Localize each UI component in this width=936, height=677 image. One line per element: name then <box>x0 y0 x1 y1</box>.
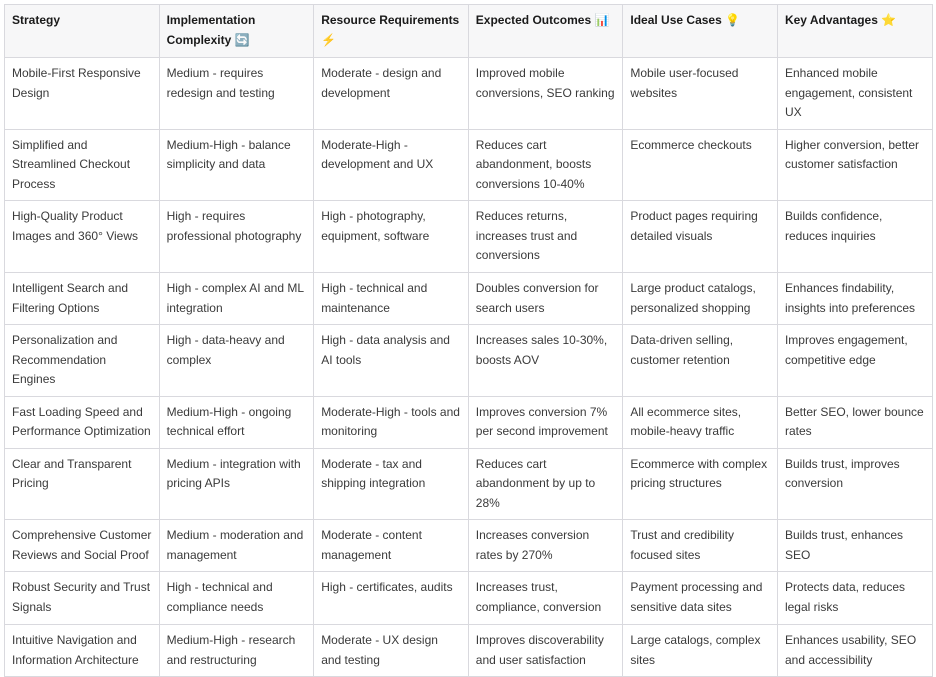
cell-strategy: High-Quality Product Images and 360° Views <box>5 201 160 273</box>
cell-implementation-complexity: Medium - integration with pricing APIs <box>159 448 314 520</box>
cell-expected-outcomes: Improves discoverability and user satisfaction <box>468 625 623 677</box>
cell-ideal-use-cases: Trust and credibility focused sites <box>623 520 778 572</box>
cell-resource-requirements: Moderate-High - development and UX <box>314 129 469 201</box>
cell-resource-requirements: Moderate - UX design and testing <box>314 625 469 677</box>
cell-resource-requirements: Moderate - design and development <box>314 58 469 130</box>
cell-implementation-complexity: High - data-heavy and complex <box>159 325 314 397</box>
cell-strategy: Personalization and Recommendation Engines <box>5 325 160 397</box>
cell-expected-outcomes: Increases conversion rates by 270% <box>468 520 623 572</box>
cell-implementation-complexity: High - requires professional photography <box>159 201 314 273</box>
cell-resource-requirements: High - technical and maintenance <box>314 273 469 325</box>
header-implementation-complexity: Implementation Complexity 🔄 <box>159 5 314 58</box>
cell-resource-requirements: Moderate - tax and shipping integration <box>314 448 469 520</box>
cell-ideal-use-cases: Large product catalogs, personalized shopping <box>623 273 778 325</box>
cell-ideal-use-cases: Data-driven selling, customer retention <box>623 325 778 397</box>
cell-strategy: Intelligent Search and Filtering Options <box>5 273 160 325</box>
table-row <box>5 520 933 572</box>
cell-implementation-complexity: High - technical and compliance needs <box>159 572 314 625</box>
cell-ideal-use-cases: Payment processing and sensitive data sites <box>623 572 778 625</box>
cell-expected-outcomes: Increases trust, compliance, conversion <box>468 572 623 625</box>
cell-key-advantages: Improves engagement, competitive edge <box>777 325 932 397</box>
table-row <box>5 625 933 677</box>
strategy-comparison-table <box>4 4 933 677</box>
table-row <box>5 325 933 397</box>
cell-key-advantages: Builds confidence, reduces inquiries <box>777 201 932 273</box>
cell-key-advantages: Better SEO, lower bounce rates <box>777 396 932 448</box>
cell-strategy: Mobile-First Responsive Design <box>5 58 160 130</box>
table-row <box>5 129 933 201</box>
cell-expected-outcomes: Increases sales 10-30%, boosts AOV <box>468 325 623 397</box>
cell-resource-requirements: High - data analysis and AI tools <box>314 325 469 397</box>
cell-expected-outcomes: Improved mobile conversions, SEO ranking <box>468 58 623 130</box>
cell-implementation-complexity: Medium-High - ongoing technical effort <box>159 396 314 448</box>
cell-implementation-complexity: Medium-High - research and restructuring <box>159 625 314 677</box>
cell-ideal-use-cases: Large catalogs, complex sites <box>623 625 778 677</box>
cell-strategy: Fast Loading Speed and Performance Optimization <box>5 396 160 448</box>
table-row <box>5 572 933 625</box>
cell-expected-outcomes: Reduces cart abandonment, boosts conversions 10-40% <box>468 129 623 201</box>
header-resource-requirements: Resource Requirements ⚡ <box>314 5 469 58</box>
header-key-advantages: Key Advantages ⭐ <box>777 5 932 58</box>
table-header-row <box>5 5 933 58</box>
cell-strategy: Intuitive Navigation and Information Architecture <box>5 625 160 677</box>
cell-expected-outcomes: Reduces cart abandonment by up to 28% <box>468 448 623 520</box>
cell-key-advantages: Builds trust, enhances SEO <box>777 520 932 572</box>
cell-ideal-use-cases: Mobile user-focused websites <box>623 58 778 130</box>
cell-strategy: Simplified and Streamlined Checkout Process <box>5 129 160 201</box>
cell-key-advantages: Enhances usability, SEO and accessibility <box>777 625 932 677</box>
cell-ideal-use-cases: Ecommerce checkouts <box>623 129 778 201</box>
table-row <box>5 201 933 273</box>
cell-ideal-use-cases: Ecommerce with complex pricing structures <box>623 448 778 520</box>
cell-ideal-use-cases: Product pages requiring detailed visuals <box>623 201 778 273</box>
cell-strategy: Robust Security and Trust Signals <box>5 572 160 625</box>
cell-resource-requirements: Moderate-High - tools and monitoring <box>314 396 469 448</box>
table-row <box>5 273 933 325</box>
cell-key-advantages: Enhanced mobile engagement, consistent UX <box>777 58 932 130</box>
cell-strategy: Clear and Transparent Pricing <box>5 448 160 520</box>
cell-resource-requirements: Moderate - content management <box>314 520 469 572</box>
cell-resource-requirements: High - photography, equipment, software <box>314 201 469 273</box>
table-row <box>5 58 933 130</box>
cell-implementation-complexity: High - complex AI and ML integration <box>159 273 314 325</box>
cell-key-advantages: Enhances findability, insights into preferences <box>777 273 932 325</box>
cell-strategy: Comprehensive Customer Reviews and Social Proof <box>5 520 160 572</box>
cell-implementation-complexity: Medium - requires redesign and testing <box>159 58 314 130</box>
cell-expected-outcomes: Improves conversion 7% per second improvement <box>468 396 623 448</box>
cell-implementation-complexity: Medium - moderation and management <box>159 520 314 572</box>
header-expected-outcomes: Expected Outcomes 📊 <box>468 5 623 58</box>
cell-expected-outcomes: Reduces returns, increases trust and conversions <box>468 201 623 273</box>
table-row <box>5 448 933 520</box>
table-row <box>5 396 933 448</box>
cell-expected-outcomes: Doubles conversion for search users <box>468 273 623 325</box>
cell-implementation-complexity: Medium-High - balance simplicity and data <box>159 129 314 201</box>
cell-key-advantages: Higher conversion, better customer satisfaction <box>777 129 932 201</box>
header-ideal-use-cases: Ideal Use Cases 💡 <box>623 5 778 58</box>
cell-key-advantages: Builds trust, improves conversion <box>777 448 932 520</box>
cell-ideal-use-cases: All ecommerce sites, mobile-heavy traffic <box>623 396 778 448</box>
cell-key-advantages: Protects data, reduces legal risks <box>777 572 932 625</box>
cell-resource-requirements: High - certificates, audits <box>314 572 469 625</box>
header-strategy: Strategy <box>5 5 160 58</box>
